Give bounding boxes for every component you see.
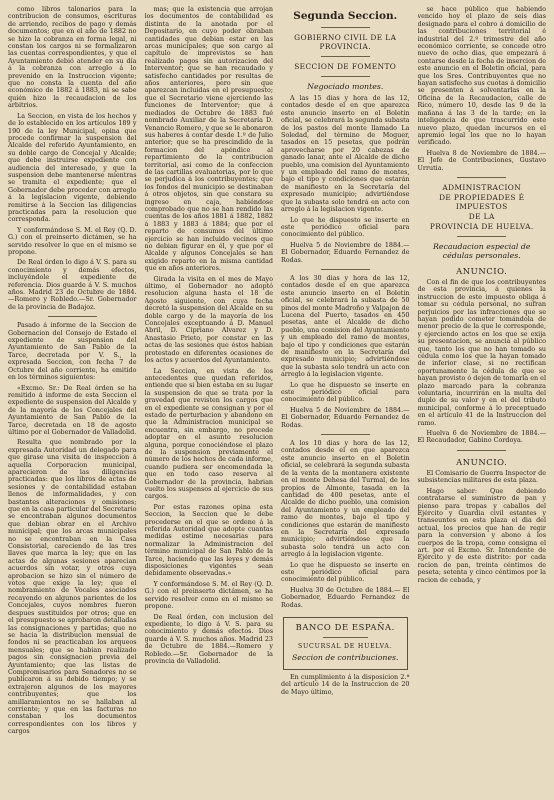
section-subtitle: GOBIERNO CIVIL DE LA PROVINCIA.	[294, 33, 397, 51]
bank-notice-header	[283, 617, 408, 670]
section-divider	[321, 76, 370, 77]
paragraph: De Real órden lo digo á V. S. para su conocimiento y demás efectos, incluyéndole el expediente de referencia. Dios guarde á V. S. muchos años. Madrid 23 de Octubre de 1884. —Romero y Robledo.—Sr. Gobernador de la provincia de Badajoz.	[8, 258, 137, 311]
paragraph: La Seccion, en vista de los antecedentes que quedan referidos, entiende que si bien estaba en su lugar la suspension de que se trata por la gravedad que revisten los cargos que en el expediente se consignan y por el estado de perturbacion y abandono en que la Administracion municipal se encuentra, sin embargo, no procede adoptar en el asunto resolucion alguna, porque conociéndose el plazo de la suspension previamente el número de los hechos de cada informe, cuando pudiera ser encomendada la que en todo caso reserva al Gobernador de la provincia, habrian vuelto los suspensos al ejercicio de sus cargos.	[144, 366, 273, 501]
section-divider	[457, 177, 506, 178]
paragraph: Huelva 8 de Noviembre de 1884.—El Jefe de Contribuciones, Gustavo Urrutia.	[417, 148, 546, 172]
column-3	[281, 6, 410, 800]
paragraph: como libros talonarios para la contribucion de consumos, escrituras de arriendo, recibos de pago y demás documentos; que en el año de 1882 no se hizo la cobranza en forma legal, ni constan los cargos ni se formalizaron las cuentas correspondientes, y que el Ayuntamiento debió atender en su día á la cobranza con arreglo á lo prevenido en la Instruccion vigente; que no consta la cuenta del año económico de 1882 á 1883, ni se sabe quién hizo la recaudacion de los arbitrios.	[8, 6, 137, 110]
paragraph: El Comisario de Guerra Inspector de subsistencias militares de esta plaza.	[417, 468, 546, 485]
paragraph: Pasado á informe de la Seccion de Gobernacion del Consejo de Estado el expediente de suspension del Ayuntamiento de San Pablo de la Tarce, decretada por V. S., la expresada Seccion, con fecha 7 de Octubre del año corriente, ha emitido en los términos siguientes:	[8, 321, 137, 382]
paragraph: Con el fin de que los contribuyentes de esta provincia, á quienes la instruccion de este impuesto obliga á tomar su cédula personal, no sufran perjuicios por las infracciones que se hayan podido cometer tomándola de menor precio de la que le corresponde, y ejerciendo actos en los que se exija su presentacion, se anuncia al público que, tanto los que no han tomado su cédula como los que la hayan tomado de inferior clase, si no rectifican oportunamente la cédula de que se hayan provisto ó dejen de tomarla en el plazo marcado para la cobranza voluntaria, incurrirán en la multa del duplo de su valor y en el del tributo municipal, conforme á lo preceptuado en el artículo 41 de la Instruccion del ramo.	[417, 277, 546, 427]
paragraph: Lo que he dispuesto se inserte en este periódico oficial para conocimiento del público.	[281, 560, 410, 584]
paragraph: Huelva 5 de Noviembre de 1884.— El Gobernador, Eduardo Fernandez de Rodas.	[281, 240, 410, 264]
paragraph: Girada la visita en el mes de Mayo último, el Gobernador no adoptó resolucion alguna hasta el 18 de Agosto siguiente, con cuya fecha decretó la suspension del Alcalde en su doble cargo y de la mayoría de los Concejales exceptuando á D. Manuel Abril, D. Cipriano Alvarez y D. Anastasio Prieto, por constar en las actas de las sesiones que éstos habian protestado en diferentes ocasiones de los actos y acuerdos del Ayuntamiento.	[144, 274, 273, 365]
notice-heading: ANUNCIO.	[456, 456, 508, 467]
paragraph: Huelva 5 de Noviembre de 1884.— El Gobernador, Eduardo Fernandez de Rodas.	[281, 405, 410, 429]
section-subtitle: SECCION DE FOMENTO	[294, 62, 397, 71]
paragraph: «Excmo. Sr.: De Real órden se ha remitido á informe de esta Seccion el expediente de suspension del Alcalde y de la mayoría de los Concejales del Ayuntamiento de San Pablo de la Tarce, decretada en 18 de agosto último por el Gobernador de Valladolid.	[8, 383, 137, 436]
section-divider	[321, 269, 370, 270]
section-divider	[48, 316, 97, 317]
section-title: Segunda Seccion.	[293, 10, 398, 22]
notice-heading: BANCO DE ESPAÑA.	[295, 622, 395, 632]
paragraph: De Real órden, con inclusion del expediente, lo digo á V. S. para su conocimiento y demás efectos. Dios guarde á V. S. muchos años. Madrid 23 de Octubre de 1884.—Romero y Robledo.—Sr. Gobernador de la provincia de Valladolid.	[144, 612, 273, 665]
paragraph: A los 30 dias y hora de las 12, contados desde el en que aparezca este anuncio inserto en el Boletin oficial, se celebrará la subasta de 50 pinos del monte Madroño y Valpajon de Lucena del Puerto, tasados en 450 pesetas, ante el Alcalde de dicho pueblo, una comision del Ayuntamiento y un empleado del ramo de montes, bajo el tipo y condiciones que estarán de manifiesto en la Secretaría del expresado municipio; advirtiéndose que la subasta solo tendrá un acto con arreglo á la legislacion vigente.	[281, 273, 410, 379]
notice-heading: ANUNCIO.	[456, 265, 508, 276]
section-subtitle-italic: Negociado montes.	[307, 82, 384, 91]
paragraph: Lo que he dispuesto se inserte en este periódico oficial para conocimiento del público.	[281, 380, 410, 404]
paragraph: A las 15 dias y hora de las 12, contados desde el en que aparezca este anuncio inserto en el Boletin oficial, se celebrará la segunda subasta de los pastos del monte llamado La Soledad, del término de Moguer, tasados en 15 pesetas, que podrán aprovecharse por 20 cabezas de ganado lanar, ante el Alcalde de dicho pueblo, una comision del Ayuntamiento y un empleado del ramo de montes, bajo el tipo y condiciones que estarán de manifiesto en la Secretaría del expresado municipio; advirtiéndose que la subasta solo tendrá en acto con arreglo á la legislacion vigente.	[281, 94, 410, 214]
section-subtitle: DE LA	[468, 211, 495, 221]
section-subtitle: PROVINCIA DE HUELVA.	[429, 221, 534, 231]
paragraph: La Seccion, en vista de los hechos y de lo establecido en los artículos 189 y 190 de la ley Municipal, opina que procede confirmar la suspension del Alcalde del referido Ayuntamiento, en su doble cargo de Concejal y Alcalde; que debe instruirse expediente con audiencia del interesado, y que la suspension debe mantenerse mientras se tramita el expediente; que el Gobernador debe proceder con arreglo á la legislacion vigente, debiendo remitirse á la Seccion las diligencias practicadas para la resolucion que corresponda.	[8, 111, 137, 224]
office-name: SUCURSAL DE HUELVA.	[298, 643, 393, 650]
paragraph: Resulta que nombrado por la expresada Autoridad un delegado para que girase una visita de inspeccion á aquella Corporacion municipal, aparecieron de las diligencias practicadas: que los libros de actas de sesiones y de contabilidad estaban llenos de informalidades, y con bastantes alteraciones y omisiones; que en la casa particular del Secretario se encontraban algunos documentos que debian obrar en el Archivo municipal; que los arcas municipales no se encontraban en la Casa Consistorial, careciendo de las tres llaves que marca la ley; que en las actas de algunas sesiones aparecian acuerdos sin votar, y otros cuya aprobacion se hizo sin el número de votos que exige la ley; que el nombramiento de Vocales asociados recayendo en algunos parientes de los Concejales, cuyos nombres fueron despues sustituidos por otros; que en el presupuesto se aprobaron detalladas las consignaciones y partidas; que no se hacia la distribucion mensual de fondos ni se practicaban los arqueos mensuales; que se habian realizado pagos sin consignacion previa del Ayuntamiento; que las listas de Compromisarios para Senadores no se publicaron á su debido tiempo; y se extrajeron algunos de los mayores contribuyentes; que los amillaramientos no se hallaban al corriente; y que en las facturas no constaban los documentos correspondientes con los libros y cargos	[8, 438, 137, 736]
paragraph: Huelva 6 de Noviembre de 1884.—El Recaudador, Gabino Cordoya.	[417, 429, 546, 445]
section-divider	[321, 27, 370, 28]
section-divider	[457, 450, 506, 451]
paragraph: En cumplimiento á la disposicion 2.ª del artículo 14 de la Instruccion de 20 de Mayo último,	[281, 673, 410, 696]
column-2	[145, 6, 274, 800]
section-subtitle-italic: Recaudacion especial de cédulas personales.	[432, 241, 531, 260]
paragraph: Y conformándose S. M. el Rey (Q. D. G.) con el preinserto dictámen, se ha servido resolver lo que en el mismo se propone.	[8, 225, 137, 256]
section-subtitle-italic: Seccion de contribuciones.	[291, 653, 399, 662]
section-divider	[321, 434, 370, 435]
section-divider	[323, 637, 368, 638]
column-4	[418, 6, 547, 800]
paragraph: se hace público que habiendo vencido hoy el plazo de seis dias designado para el cobro á domicilio de las contribuciones territorial é industrial del 2.º trimestre del año económico corriente, se concede otro nuevo de ocho dias, que empezará á contarse desde la fecha de insercion de este anuncio en el Boletin oficial, para que los Sres. Contribuyentes que no hayan satisfecho sus cuotas á domicilio se presenten á solventarlas en la Oficina de la Recaudacion, calle de Rico, número 10, desde las 9 de la mañana á las 3 de la tarde; en la inteligencia de que trascurrido este nuevo plazo, quedan incursos en el apremio legal los que no lo hayan verificado.	[417, 6, 546, 147]
paragraph: Lo que he dispuesto se inserte en este periódico oficial para conocimiento del público.	[281, 215, 410, 239]
paragraph: Huelva 30 de Octubre de 1884.— El Gobernador, Eduardo Fernandez de Rodas.	[281, 585, 410, 609]
section-subtitle: ADMINISTRACION	[442, 182, 522, 192]
section-subtitle: DE PROPIEDADES É IMPUESTOS	[439, 192, 525, 211]
paragraph: mas; que la existencia que arrojan los documentos de contabilidad es distinta de la anotada por el Depositario, en cuyo poder obraban cantidades que debian estar en las arcas municipales; que son cargo al capítulo de imprevistos se han realizado pagos sin autorizacion del Interventor; que se han recaudado y satisfecho cantidades por resultas de años anteriores, pero sin que aparezcan incluidas en el presupuesto; que el Secretario viene ejerciendo las funciones de Interventor; que á mediados de Octubre de 1883 fué nombrado Auxiliar de la Secretaría D. Venancio Romero, y que se le abonaron sus haberes á contar desde 1.º de Julio anterior; que se ha prescindido de la formacion del apéndice al repartimiento de la contribucion territorial, así como de la confeccion de las cartillas evaluatorias, por lo que se perjudica á los contribuyentes; que los fondos del municipio se destinaban á otros objetos, sin que constara su ingreso en caja, habiéndose comprobado que no se han rendido las cuentas de los años 1881 á 1882, 1882 á 1883 y 1883 á 1884; que por el reparto de consumos del último ejercicio se han incluido vecinos que no debian figurar en él, y que por el Alcalde y algunos Concejales se han exigido reparto en la misma cantidad que en años anteriores.	[144, 6, 273, 273]
section-divider	[321, 56, 370, 57]
paragraph: A los 10 dias y hora de las 12, contados desde el en que aparezca este anuncio inserto en el Boletin oficial, se celebrará la segunda subasta de la venta de la montanera existente en el monte Dehesa del Turmal, de los propios de Almonte, tasada en la cantidad de 400 pesetas, ante el Alcalde de dicho pueblo, una comision del Ayuntamiento y un empleado del ramo de montes, bajo el tipo y condiciones que estarán de manifiesto en la Secretaría del expresado municipio; advirtiéndose que la subasta solo tendrá un acto con arreglo á la legislacion vigente.	[281, 439, 410, 559]
section-divider	[457, 236, 506, 237]
column-1	[8, 6, 137, 800]
paragraph: Hago saber: Que debiendo contratarse el suministro de pan y pienso para tropas y caballos del Ejército y Guardia civil estantes y transeuntes en esta plaza el dia del actual, los precios que han de regir para la conversion y abono á los cuerpos de la tropa, como consigna el art. por el Excmo. Sr. Intendente de Ejército y de este distrito: por cada racion de pan, treinta céntimos de peseta; setenta y cinco céntimos por la racion de cebada, y	[417, 486, 546, 584]
paragraph: Por estas razones opina esta Seccion, la Seccion que le debe procederse en el que se ordene á la referida Autoridad que adopte cuantas medidas estime necesarias para normalizar la Administracion del término municipal de San Pablo de la Tarce, haciendo que las leyes y demás disposiciones vigentes sean debidamente observadas.»	[144, 502, 273, 578]
paragraph: Y conformándose S. M. el Rey (Q. D. G.) con el preinserto dictámen, se ha servido resolver como en el mismo se propone.	[144, 579, 273, 611]
